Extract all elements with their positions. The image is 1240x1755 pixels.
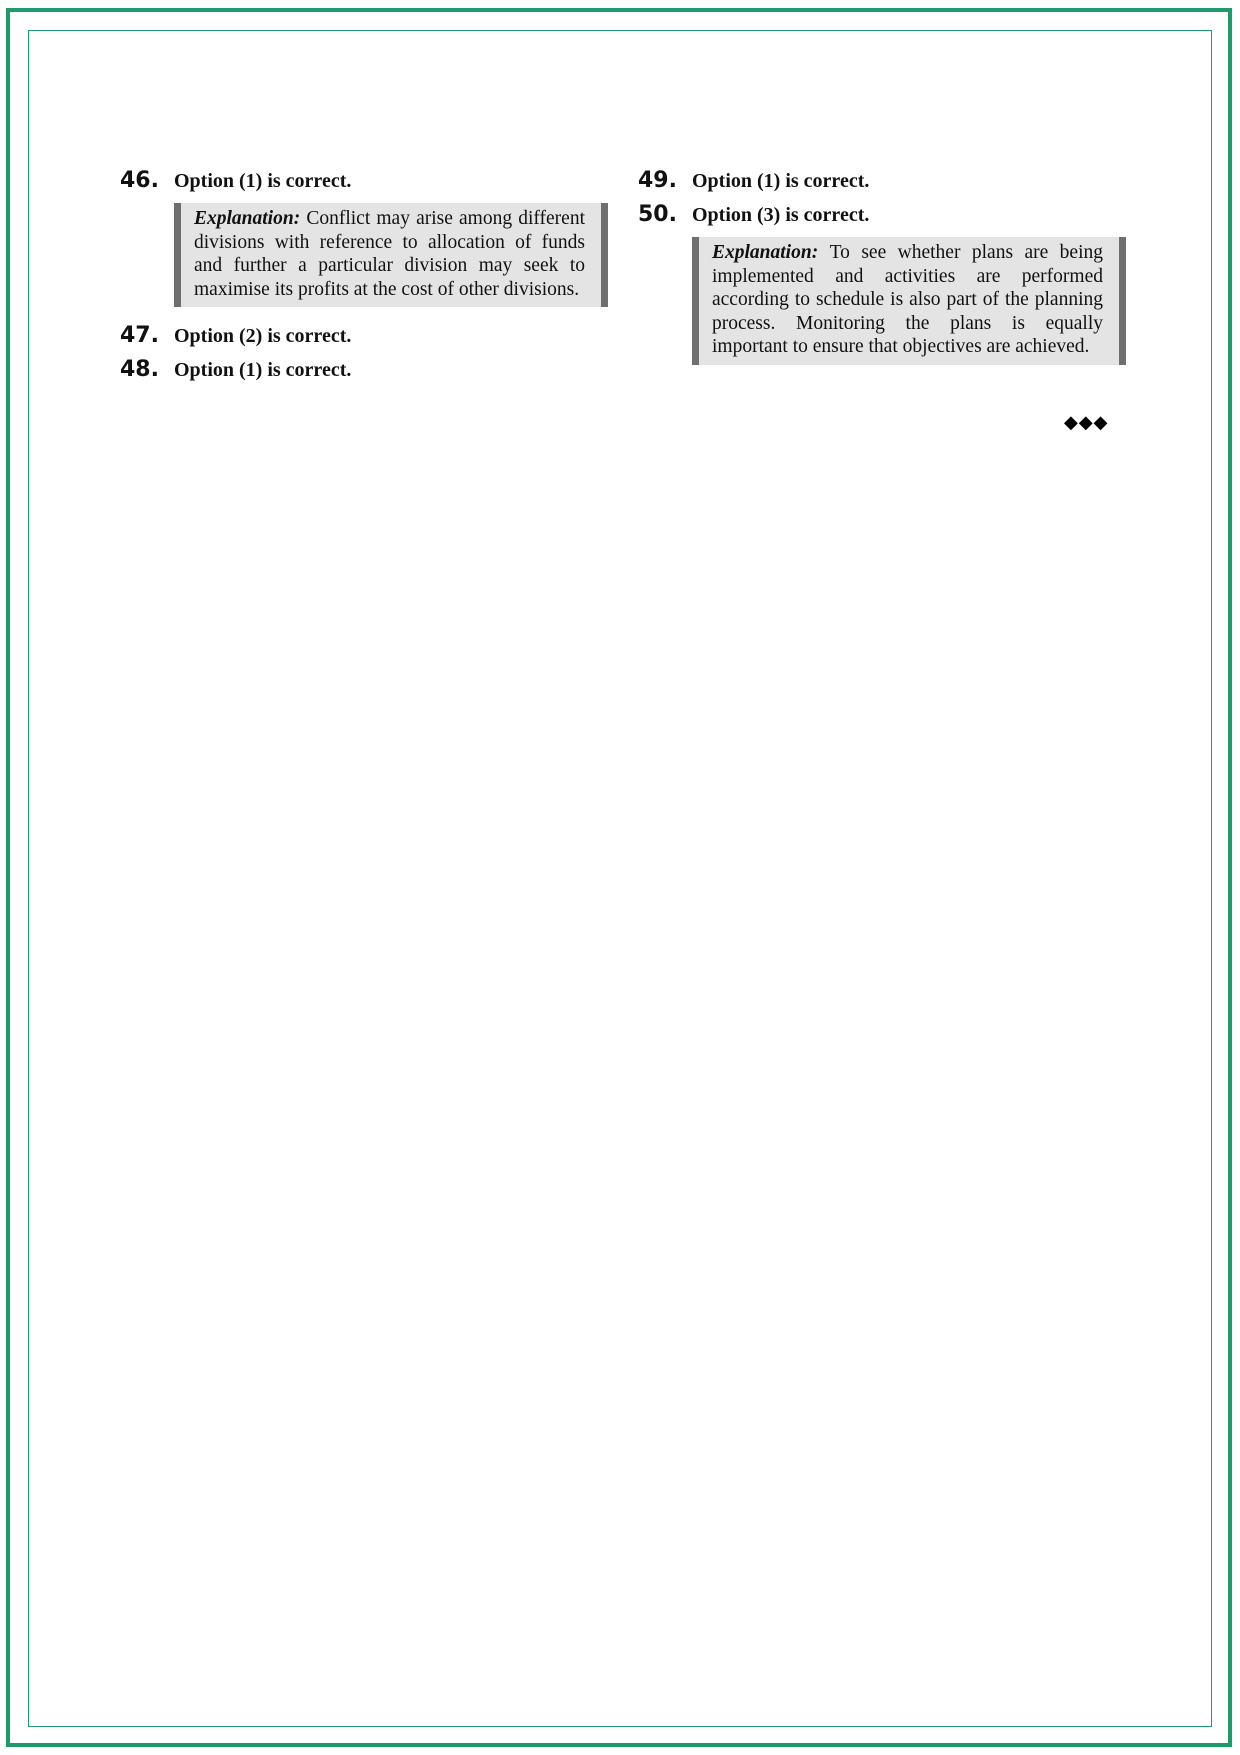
question-49	[638, 168, 1126, 193]
end-of-section-diamond-icon: ◆◆◆	[1064, 412, 1109, 433]
question-number: 47.	[120, 323, 159, 348]
answer-text: Option (2) is correct.	[174, 325, 352, 347]
explanation-box	[692, 237, 1126, 365]
question-number: 50.	[638, 202, 677, 227]
explanation-text: To see whether plans are being implemented and activities are performed according to schedule is also part of the planning process. Monitoring the plans is equally important to ensure that objectives are achieved.	[712, 242, 1103, 357]
explanation-label: Explanation:	[194, 208, 307, 229]
explanation-box	[174, 203, 608, 307]
explanation-text: Conflict may arise among different divisions with reference to allocation of funds and further a particular division may seek to maximise its profits at the cost of other divisions.	[194, 208, 585, 300]
left-column	[120, 168, 608, 382]
answer-text: Option (3) is correct.	[692, 204, 870, 226]
question-50	[638, 202, 1126, 227]
question-number: 46.	[120, 168, 159, 193]
answer-text: Option (1) is correct.	[174, 359, 352, 381]
answer-text: Option (1) is correct.	[174, 170, 352, 192]
answer-text: Option (1) is correct.	[692, 170, 870, 192]
question-46	[120, 168, 608, 193]
question-number: 48.	[120, 357, 159, 382]
question-48	[120, 357, 608, 382]
explanation-label: Explanation:	[712, 242, 830, 263]
question-number: 49.	[638, 168, 677, 193]
right-column	[638, 168, 1126, 365]
question-47	[120, 323, 608, 348]
